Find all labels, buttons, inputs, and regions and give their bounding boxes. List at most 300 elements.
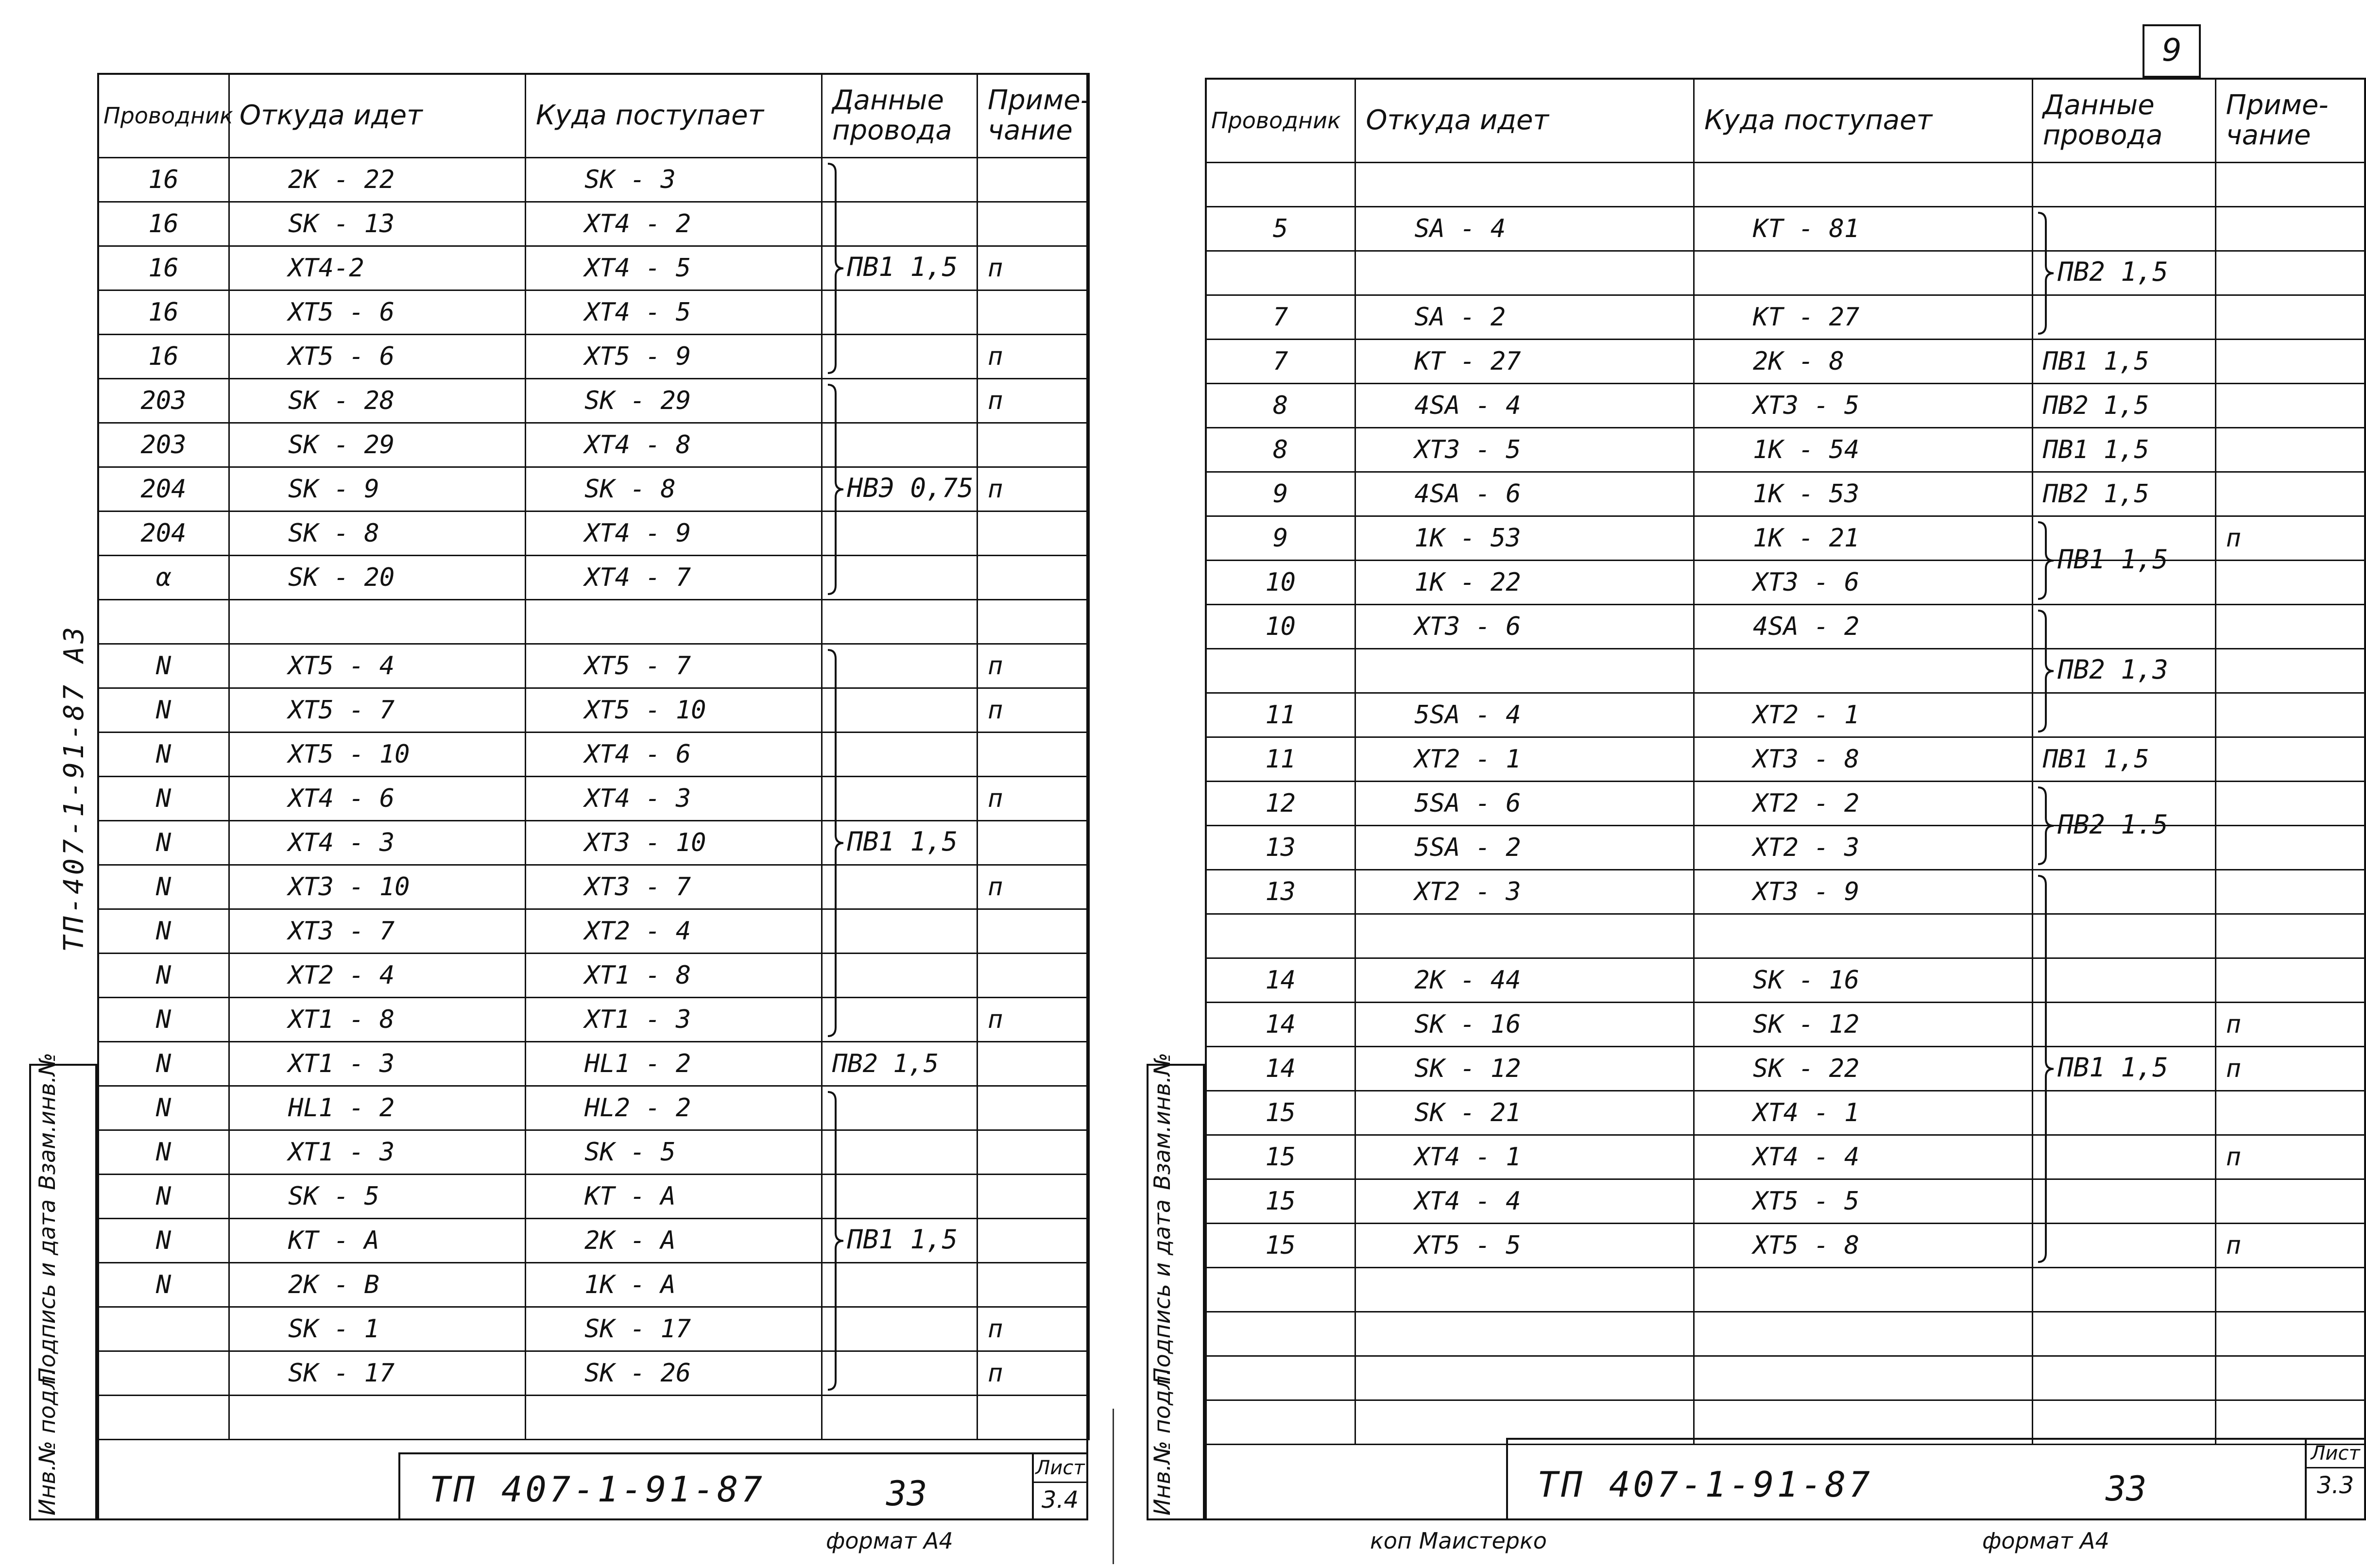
table-row [98, 1086, 1089, 1130]
conductor-cell: 203 [98, 379, 229, 423]
table-row [98, 777, 1089, 821]
table-row [98, 511, 1089, 556]
table-row [98, 600, 1089, 644]
right-sheet-value: 3.3 [2316, 1472, 2354, 1499]
note-cell: п [977, 998, 1089, 1042]
note-cell: п [977, 777, 1089, 821]
right-header-note: Приме-чание [2215, 79, 2365, 163]
conductor-cell: 7 [1206, 340, 1355, 384]
table-row [1206, 1356, 2366, 1400]
brace-bracket [2036, 212, 2056, 335]
note-cell: п [977, 467, 1089, 511]
wire-data-cell: ПВ1 1,5 [2032, 428, 2215, 472]
conductor-cell: N [98, 1219, 229, 1263]
to-cell [1694, 914, 2033, 958]
table-row [1206, 207, 2366, 251]
right-title-number: 33 [2106, 1469, 2147, 1509]
right-inv-podl: Инв.№ подл. [1149, 1368, 1175, 1516]
to-cell [1694, 251, 2033, 295]
note-cell [2215, 605, 2365, 649]
page-number: 9 [2143, 24, 2201, 78]
conductor-cell: 16 [98, 202, 229, 246]
conductor-cell: 16 [98, 246, 229, 290]
to-cell: XT2 - 3 [1694, 826, 2033, 870]
right-sheet-label: Лист [2307, 1440, 2364, 1468]
wire-data-cell [822, 379, 977, 423]
conductor-cell: 11 [1206, 693, 1355, 737]
table-row [98, 1175, 1089, 1219]
left-format: формат А4 [826, 1528, 953, 1554]
table-row [1206, 340, 2366, 384]
note-cell [2215, 251, 2365, 295]
conductor-cell: 13 [1206, 826, 1355, 870]
brace-label: ПВ1 1,5 [2057, 1052, 2168, 1083]
left-side-code: ТП-407-1-91-87 А3 [58, 624, 90, 952]
to-cell: XT4 - 6 [526, 733, 822, 777]
wire-data-cell [2032, 958, 2215, 1003]
from-cell: SK - 17 [229, 1351, 526, 1396]
note-cell [2215, 207, 2365, 251]
conductor-cell: 13 [1206, 870, 1355, 914]
note-cell [977, 511, 1089, 556]
wire-data-cell [2032, 1003, 2215, 1047]
from-cell: 1K - 53 [1355, 516, 1694, 561]
note-cell [977, 290, 1089, 335]
conductor-cell: 15 [1206, 1135, 1355, 1179]
to-cell: HL2 - 2 [526, 1086, 822, 1130]
wire-data-cell [2032, 295, 2215, 340]
table-row [98, 1396, 1089, 1440]
to-cell: XT4 - 7 [526, 556, 822, 600]
table-row [98, 202, 1089, 246]
wire-data-cell [2032, 1356, 2215, 1400]
table-row [1206, 561, 2366, 605]
right-wiring-table [1205, 78, 2366, 1445]
note-cell [977, 556, 1089, 600]
from-cell: KT - 27 [1355, 340, 1694, 384]
note-cell [2215, 472, 2365, 516]
table-row [1206, 737, 2366, 782]
right-title-code: ТП 407-1-91-87 [1537, 1464, 1873, 1505]
wire-data-cell [822, 1396, 977, 1440]
from-cell: 5SA - 6 [1355, 782, 1694, 826]
from-cell: XT3 - 10 [229, 865, 526, 909]
brace-bracket [2036, 521, 2056, 600]
wire-data-cell [2032, 207, 2215, 251]
from-cell: SK - 29 [229, 423, 526, 467]
table-row [98, 379, 1089, 423]
from-cell: SK - 20 [229, 556, 526, 600]
to-cell: SK - 16 [1694, 958, 2033, 1003]
note-cell [977, 954, 1089, 998]
wire-data-cell [822, 1130, 977, 1175]
wire-data-cell [2032, 1268, 2215, 1312]
to-cell: XT4 - 5 [526, 290, 822, 335]
table-row [98, 290, 1089, 335]
to-cell: 1K - 21 [1694, 516, 2033, 561]
note-cell: п [2215, 516, 2365, 561]
conductor-cell: 14 [1206, 1047, 1355, 1091]
from-cell: XT5 - 6 [229, 290, 526, 335]
note-cell: п [977, 688, 1089, 733]
wire-data-cell [822, 733, 977, 777]
table-row [1206, 914, 2366, 958]
note-cell: п [2215, 1047, 2365, 1091]
note-cell [2215, 340, 2365, 384]
note-cell: п [2215, 1135, 2365, 1179]
from-cell: SK - 16 [1355, 1003, 1694, 1047]
conductor-cell: N [98, 688, 229, 733]
left-inv-podl: Инв.№ подл. [34, 1368, 60, 1516]
conductor-cell: N [98, 1263, 229, 1307]
from-cell: SK - 12 [1355, 1047, 1694, 1091]
note-cell [2215, 163, 2365, 207]
table-row [1206, 1268, 2366, 1312]
conductor-cell: N [98, 821, 229, 865]
to-cell: SK - 8 [526, 467, 822, 511]
table-row [98, 556, 1089, 600]
to-cell: SK - 22 [1694, 1047, 2033, 1091]
left-vzam-inv: Взам.инв.№ [34, 1052, 60, 1190]
right-copied-by: коп Маистерко [1370, 1528, 1547, 1554]
conductor-cell: N [98, 954, 229, 998]
from-cell [1355, 1356, 1694, 1400]
table-row [1206, 1003, 2366, 1047]
brace-bracket [2036, 610, 2056, 733]
from-cell: 5SA - 2 [1355, 826, 1694, 870]
right-header-conductor: Проводник [1206, 79, 1355, 163]
note-cell [2215, 295, 2365, 340]
to-cell: XT3 - 6 [1694, 561, 2033, 605]
left-title-block [398, 1452, 1088, 1520]
from-cell: XT4 - 4 [1355, 1179, 1694, 1224]
conductor-cell: 12 [1206, 782, 1355, 826]
note-cell [2215, 649, 2365, 693]
note-cell [977, 158, 1089, 202]
wire-data-cell [2032, 870, 2215, 914]
wire-data-cell [822, 1175, 977, 1219]
brace-label: ПВ1 1,5 [847, 826, 958, 857]
to-cell [1694, 163, 2033, 207]
to-cell: SK - 26 [526, 1351, 822, 1396]
note-cell [2215, 958, 2365, 1003]
conductor-cell: N [98, 644, 229, 688]
right-sheet [1117, 0, 2360, 1568]
wire-data-cell [2032, 914, 2215, 958]
note-cell [2215, 384, 2365, 428]
from-cell: SK - 1 [229, 1307, 526, 1351]
from-cell: XT5 - 6 [229, 335, 526, 379]
table-row [1206, 958, 2366, 1003]
from-cell: 5SA - 4 [1355, 693, 1694, 737]
header-conductor: Проводник [98, 74, 229, 158]
from-cell: XT2 - 1 [1355, 737, 1694, 782]
note-cell [977, 600, 1089, 644]
wire-data-cell: ПВ2 1,5 [2032, 472, 2215, 516]
conductor-cell: 15 [1206, 1224, 1355, 1268]
from-cell: SK - 21 [1355, 1091, 1694, 1135]
conductor-cell: 10 [1206, 561, 1355, 605]
wire-data-cell [2032, 1135, 2215, 1179]
table-row [98, 998, 1089, 1042]
table-row [98, 1263, 1089, 1307]
wire-data-cell [822, 954, 977, 998]
conductor-cell: 14 [1206, 958, 1355, 1003]
to-cell: XT3 - 10 [526, 821, 822, 865]
left-title-code: ТП 407-1-91-87 [429, 1469, 765, 1510]
wire-data-cell [2032, 1179, 2215, 1224]
brace-label: НВЭ 0,75 [847, 473, 974, 503]
from-cell: XT1 - 8 [229, 998, 526, 1042]
note-cell [977, 1042, 1089, 1086]
brace-bracket [2036, 875, 2056, 1263]
to-cell: KT - 81 [1694, 207, 2033, 251]
wire-data-cell [822, 777, 977, 821]
note-cell: п [2215, 1003, 2365, 1047]
table-row [1206, 826, 2366, 870]
wire-data-cell [822, 1351, 977, 1396]
to-cell: SK - 17 [526, 1307, 822, 1351]
conductor-cell: N [98, 1086, 229, 1130]
wire-data-cell: ПВ2 1,5 [2032, 384, 2215, 428]
from-cell: SK - 13 [229, 202, 526, 246]
from-cell: SK - 28 [229, 379, 526, 423]
from-cell [229, 600, 526, 644]
to-cell: SK - 5 [526, 1130, 822, 1175]
table-row [1206, 605, 2366, 649]
to-cell: XT3 - 7 [526, 865, 822, 909]
conductor-cell: 204 [98, 467, 229, 511]
left-sheet-label: Лист [1034, 1454, 1086, 1483]
from-cell: XT4 - 6 [229, 777, 526, 821]
conductor-cell [1206, 163, 1355, 207]
wire-data-cell [822, 511, 977, 556]
to-cell: XT4 - 3 [526, 777, 822, 821]
table-row [98, 1351, 1089, 1396]
conductor-cell [1206, 649, 1355, 693]
to-cell: XT4 - 4 [1694, 1135, 2033, 1179]
wire-data-cell [822, 158, 977, 202]
to-cell: XT1 - 3 [526, 998, 822, 1042]
to-cell: XT4 - 2 [526, 202, 822, 246]
wire-data-cell: ПВ1 1,5 [2032, 737, 2215, 782]
wire-data-cell [822, 600, 977, 644]
conductor-cell [98, 1396, 229, 1440]
to-cell: 1K - A [526, 1263, 822, 1307]
conductor-cell: 15 [1206, 1179, 1355, 1224]
to-cell: KT - 27 [1694, 295, 2033, 340]
note-cell: п [977, 865, 1089, 909]
wire-data-cell [822, 1086, 977, 1130]
note-cell [2215, 561, 2365, 605]
from-cell: XT4 - 3 [229, 821, 526, 865]
table-row [1206, 1312, 2366, 1356]
note-cell [2215, 1179, 2365, 1224]
to-cell: XT4 - 5 [526, 246, 822, 290]
note-cell [2215, 737, 2365, 782]
to-cell: 2K - 8 [1694, 340, 2033, 384]
wire-data-cell [2032, 605, 2215, 649]
conductor-cell: 14 [1206, 1003, 1355, 1047]
wire-data-cell [822, 909, 977, 954]
wire-data-cell [822, 998, 977, 1042]
conductor-cell [98, 600, 229, 644]
to-cell: XT2 - 2 [1694, 782, 2033, 826]
to-cell: XT5 - 10 [526, 688, 822, 733]
to-cell [1694, 1312, 2033, 1356]
from-cell: XT5 - 5 [1355, 1224, 1694, 1268]
brace-bracket [826, 163, 845, 374]
to-cell: 1K - 53 [1694, 472, 2033, 516]
conductor-cell [98, 1351, 229, 1396]
note-cell [977, 1219, 1089, 1263]
from-cell: XT4-2 [229, 246, 526, 290]
conductor-cell: 8 [1206, 428, 1355, 472]
from-cell: SA - 2 [1355, 295, 1694, 340]
to-cell: HL1 - 2 [526, 1042, 822, 1086]
from-cell: SK - 8 [229, 511, 526, 556]
conductor-cell: 203 [98, 423, 229, 467]
from-cell: XT1 - 3 [229, 1042, 526, 1086]
from-cell: SA - 4 [1355, 207, 1694, 251]
from-cell: XT3 - 6 [1355, 605, 1694, 649]
conductor-cell: N [98, 998, 229, 1042]
from-cell [1355, 914, 1694, 958]
brace-label: ПВ1 1,5 [2057, 544, 2168, 575]
from-cell: XT3 - 7 [229, 909, 526, 954]
from-cell: XT5 - 4 [229, 644, 526, 688]
brace-bracket [826, 649, 845, 1037]
conductor-cell [1206, 1400, 1355, 1445]
to-cell: SK - 12 [1694, 1003, 2033, 1047]
brace-label: ПВ2 1,5 [2057, 256, 2168, 287]
table-row [98, 688, 1089, 733]
from-cell: XT3 - 5 [1355, 428, 1694, 472]
from-cell: XT2 - 4 [229, 954, 526, 998]
note-cell [977, 1175, 1089, 1219]
note-cell [977, 202, 1089, 246]
brace-bracket [826, 384, 845, 595]
left-sheet-cell [1032, 1454, 1086, 1518]
to-cell: 2K - A [526, 1219, 822, 1263]
from-cell: XT5 - 10 [229, 733, 526, 777]
brace-label: ПВ2 1.5 [2057, 809, 2168, 840]
left-sheet [0, 0, 1117, 1568]
note-cell [977, 1086, 1089, 1130]
table-row [98, 335, 1089, 379]
to-cell [526, 1396, 822, 1440]
conductor-cell: N [98, 1130, 229, 1175]
note-cell [977, 733, 1089, 777]
note-cell: п [977, 644, 1089, 688]
wire-data-cell [822, 423, 977, 467]
note-cell [977, 1130, 1089, 1175]
left-sign-date: Подпись и дата [34, 1199, 60, 1384]
brace-label: ПВ1 1,5 [847, 252, 958, 282]
table-row [98, 1307, 1089, 1351]
from-cell: SK - 5 [229, 1175, 526, 1219]
note-cell: п [977, 379, 1089, 423]
header-to: Куда поступает [526, 74, 822, 158]
table-row [1206, 163, 2366, 207]
left-sheet-value: 3.4 [1041, 1486, 1079, 1514]
note-cell: п [977, 1351, 1089, 1396]
table-row [98, 1130, 1089, 1175]
from-cell: 2K - B [229, 1263, 526, 1307]
from-cell [1355, 649, 1694, 693]
table-row [1206, 1224, 2366, 1268]
note-cell: п [977, 1307, 1089, 1351]
note-cell: п [977, 246, 1089, 290]
to-cell: SK - 29 [526, 379, 822, 423]
table-row [1206, 1047, 2366, 1091]
note-cell [2215, 870, 2365, 914]
table-row [1206, 1091, 2366, 1135]
conductor-cell: α [98, 556, 229, 600]
note-cell: п [2215, 1224, 2365, 1268]
from-cell [1355, 163, 1694, 207]
to-cell: XT5 - 7 [526, 644, 822, 688]
wire-data-cell [2032, 163, 2215, 207]
table-row [98, 733, 1089, 777]
wire-data-cell [822, 865, 977, 909]
conductor-cell: 16 [98, 158, 229, 202]
conductor-cell [98, 1307, 229, 1351]
right-sign-date: Подпись и дата [1149, 1199, 1175, 1384]
table-row [1206, 428, 2366, 472]
from-cell: SK - 9 [229, 467, 526, 511]
conductor-cell [1206, 1356, 1355, 1400]
from-cell [229, 1396, 526, 1440]
from-cell: HL1 - 2 [229, 1086, 526, 1130]
conductor-cell [1206, 1268, 1355, 1312]
table-row [1206, 1179, 2366, 1224]
wire-data-cell [2032, 1091, 2215, 1135]
conductor-cell: 16 [98, 290, 229, 335]
table-row [1206, 251, 2366, 295]
note-cell [2215, 1091, 2365, 1135]
brace-bracket [2036, 786, 2056, 865]
conductor-cell: N [98, 865, 229, 909]
conductor-cell: N [98, 777, 229, 821]
conductor-cell: 15 [1206, 1091, 1355, 1135]
to-cell: SK - 3 [526, 158, 822, 202]
conductor-cell [1206, 914, 1355, 958]
conductor-cell: 9 [1206, 516, 1355, 561]
from-cell: 1K - 22 [1355, 561, 1694, 605]
right-header-to: Куда поступает [1694, 79, 2033, 163]
to-cell: XT5 - 5 [1694, 1179, 2033, 1224]
header-note: Приме-чание [977, 74, 1089, 158]
conductor-cell: 16 [98, 335, 229, 379]
brace-label: ПВ2 1,3 [2057, 654, 2168, 685]
header-wire-data: Данные провода [822, 74, 977, 158]
table-row [1206, 384, 2366, 428]
table-row [1206, 782, 2366, 826]
table-row [1206, 1135, 2366, 1179]
wire-data-cell [2032, 693, 2215, 737]
note-cell [2215, 826, 2365, 870]
wire-data-cell [2032, 1312, 2215, 1356]
wire-data-cell [822, 1307, 977, 1351]
from-cell: XT5 - 7 [229, 688, 526, 733]
conductor-cell: N [98, 1175, 229, 1219]
note-cell [977, 423, 1089, 467]
to-cell: XT1 - 8 [526, 954, 822, 998]
wire-data-cell [822, 1263, 977, 1307]
from-cell: XT2 - 3 [1355, 870, 1694, 914]
to-cell [1694, 649, 2033, 693]
